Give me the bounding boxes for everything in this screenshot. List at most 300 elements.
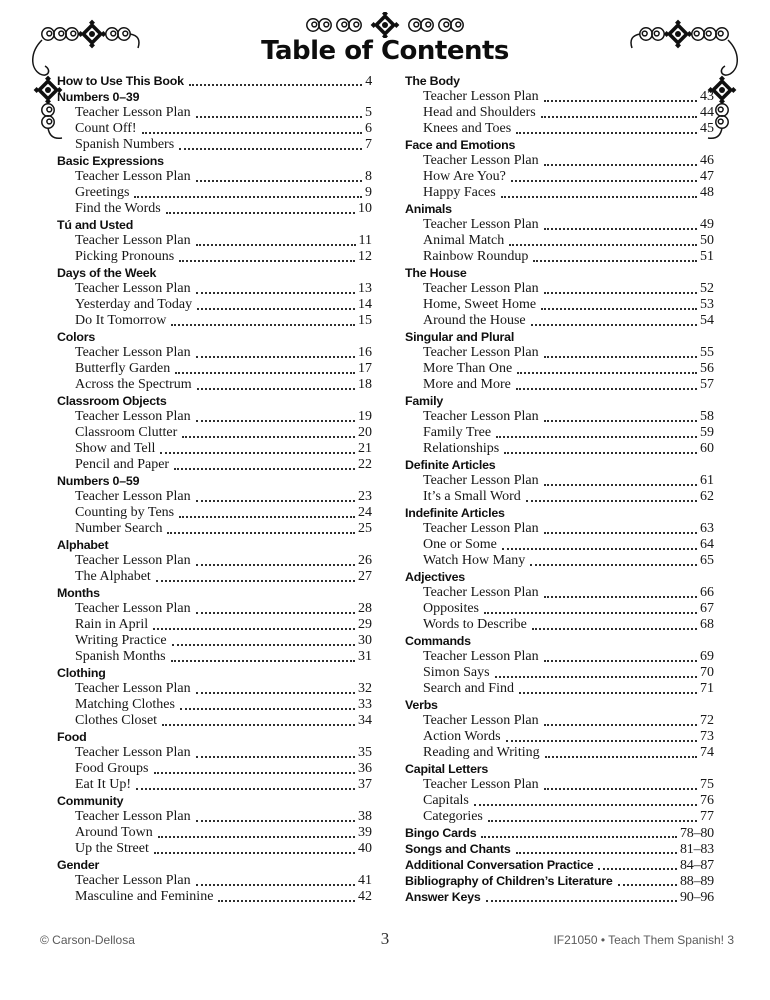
toc-entry-label: Basic Expressions (57, 154, 164, 168)
toc-item-row (57, 233, 372, 249)
toc-entry-label: Capitals (423, 793, 469, 808)
toc-page-number: 9 (365, 185, 372, 200)
toc-entry-label: Matching Clothes (75, 697, 175, 712)
toc-page-number: 71 (700, 681, 714, 696)
dot-leader (158, 836, 355, 838)
toc-entry-label: Teacher Lesson Plan (75, 409, 191, 424)
toc-page-number: 78–80 (679, 826, 714, 841)
toc-entry-label: Capital Letters (405, 762, 489, 776)
dot-leader (598, 868, 677, 870)
page-number: 3 (380, 929, 390, 948)
toc-entry-label: How to Use This Book (57, 74, 184, 88)
toc-entry-label: Animal Match (423, 233, 505, 248)
toc-entry-label: Teacher Lesson Plan (75, 105, 191, 120)
toc-page-number: 24 (358, 505, 372, 520)
dot-leader (196, 692, 355, 694)
toc-entry-label: Family Tree (423, 425, 492, 440)
toc-section-row (405, 825, 714, 841)
dot-leader (154, 852, 355, 854)
dot-leader (179, 516, 355, 518)
toc-page-number: 53 (700, 297, 714, 312)
toc-item-row (57, 457, 372, 473)
toc-entry-label: Teacher Lesson Plan (423, 217, 539, 232)
dot-leader (484, 612, 697, 614)
dot-leader (506, 740, 697, 742)
toc-entry-label: Teacher Lesson Plan (423, 281, 539, 296)
dot-leader (526, 500, 697, 502)
toc-item-row (405, 185, 714, 201)
toc-entry-label: Knees and Toes (423, 121, 512, 136)
toc-page-number: 58 (700, 409, 714, 424)
toc-entry-label: Alphabet (57, 538, 109, 552)
toc-page-number: 72 (700, 713, 714, 728)
dot-leader (533, 260, 697, 262)
dot-leader (142, 132, 362, 134)
dot-leader (196, 116, 362, 118)
toc-entry-label: Pencil and Paper (75, 457, 170, 472)
toc-page-number: 64 (700, 537, 714, 552)
toc-item-row (405, 745, 714, 761)
dot-leader (544, 724, 697, 726)
toc-page-number: 23 (358, 489, 372, 504)
toc-page-number: 65 (700, 553, 714, 568)
toc-item-row (405, 441, 714, 457)
toc-page-number: 21 (358, 441, 372, 456)
toc-item-row (405, 681, 714, 697)
toc-item-row (57, 681, 372, 697)
toc-item-row (405, 729, 714, 745)
toc-page-number: 13 (358, 281, 372, 296)
toc-entry-label: Teacher Lesson Plan (423, 649, 539, 664)
toc-page-number: 16 (358, 345, 372, 360)
dot-leader (196, 356, 355, 358)
toc-section-row (57, 217, 372, 233)
toc-item-row (405, 473, 714, 489)
toc-entry-label: Animals (405, 202, 452, 216)
toc-item-row (57, 489, 372, 505)
toc-entry-label: Family (405, 394, 444, 408)
dot-leader (496, 436, 697, 438)
toc-page-number: 45 (700, 121, 714, 136)
toc-entry-label: Rain in April (75, 617, 149, 632)
toc-item-row (57, 521, 372, 537)
toc-item-row (57, 249, 372, 265)
toc-entry-label: Teacher Lesson Plan (75, 873, 191, 888)
toc-item-row (405, 105, 714, 121)
toc-entry-label: Teacher Lesson Plan (423, 153, 539, 168)
toc-page-number: 73 (700, 729, 714, 744)
toc-item-row (405, 553, 714, 569)
toc-page-number: 46 (700, 153, 714, 168)
dot-leader (504, 452, 697, 454)
toc-entry-label: Numbers 0–59 (57, 474, 140, 488)
toc-item-row (57, 361, 372, 377)
toc-entry-label: The Alphabet (75, 569, 151, 584)
toc-entry-label: Teacher Lesson Plan (75, 809, 191, 824)
toc-section-row (57, 793, 372, 809)
toc-entry-label: Teacher Lesson Plan (75, 745, 191, 760)
dot-leader (495, 676, 697, 678)
toc-section-row (405, 633, 714, 649)
dot-leader (509, 244, 697, 246)
toc-entry-label: Home, Sweet Home (423, 297, 537, 312)
toc-entry-label: Eat It Up! (75, 777, 131, 792)
toc-entry-label: Bibliography of Children’s Literature (405, 874, 613, 888)
toc-item-row (57, 377, 372, 393)
dot-leader (531, 324, 697, 326)
toc-page-number: 4 (365, 74, 372, 89)
toc-page-number: 39 (358, 825, 372, 840)
toc-section-row (405, 761, 714, 777)
toc-page-number: 27 (358, 569, 372, 584)
toc-entry-label: Teacher Lesson Plan (75, 345, 191, 360)
toc-page-number: 56 (700, 361, 714, 376)
toc-page-number: 63 (700, 521, 714, 536)
dot-leader (196, 420, 355, 422)
toc-entry-label: Picking Pronouns (75, 249, 175, 264)
toc-page-number: 81–83 (679, 842, 714, 857)
toc-item-row (405, 617, 714, 633)
toc-item-row (405, 521, 714, 537)
toc-item-row (405, 665, 714, 681)
toc-item-row (57, 345, 372, 361)
toc-page-number: 77 (700, 809, 714, 824)
toc-entry-label: Opposites (423, 601, 479, 616)
toc-page-number: 55 (700, 345, 714, 360)
toc-item-row (57, 281, 372, 297)
toc-item-row (57, 121, 372, 137)
dot-leader (516, 388, 697, 390)
toc-section-row (405, 857, 714, 873)
toc-column-left (57, 73, 372, 905)
toc-page-number: 29 (358, 617, 372, 632)
dot-leader (530, 564, 697, 566)
toc-section-row (405, 889, 714, 905)
toc-section-row (405, 569, 714, 585)
toc-page-number: 54 (700, 313, 714, 328)
toc-item-row (405, 121, 714, 137)
toc-entry-label: Yesterday and Today (75, 297, 193, 312)
toc-entry-label: Teacher Lesson Plan (75, 169, 191, 184)
toc-item-row (57, 633, 372, 649)
toc-entry-label: Teacher Lesson Plan (423, 585, 539, 600)
dot-leader (179, 260, 355, 262)
dot-leader (180, 708, 355, 710)
dot-leader (544, 532, 697, 534)
dot-leader (196, 820, 355, 822)
toc-entry-label: Greetings (75, 185, 130, 200)
toc-page-number: 6 (365, 121, 372, 136)
toc-item-row (405, 809, 714, 825)
dot-leader (171, 660, 355, 662)
toc-section-row (57, 153, 372, 169)
toc-page-number: 75 (700, 777, 714, 792)
toc-entry-label: Simon Says (423, 665, 490, 680)
dot-leader (544, 164, 697, 166)
toc-page-number: 33 (358, 697, 372, 712)
toc-entry-label: Food (57, 730, 87, 744)
dot-leader (154, 772, 355, 774)
toc-page-number: 62 (700, 489, 714, 504)
dot-leader (166, 212, 355, 214)
toc-page-number: 60 (700, 441, 714, 456)
toc-page-number: 26 (358, 553, 372, 568)
toc-section-row (405, 505, 714, 521)
toc-entry-label: Community (57, 794, 124, 808)
toc-entry-label: Definite Articles (405, 458, 496, 472)
toc-page-number: 32 (358, 681, 372, 696)
toc-page-number: 35 (358, 745, 372, 760)
toc-section-row (405, 393, 714, 409)
toc-entry-label: Butterfly Garden (75, 361, 171, 376)
toc-item-row (405, 361, 714, 377)
toc-entry-label: Find the Words (75, 201, 161, 216)
toc-page-number: 47 (700, 169, 714, 184)
toc-entry-label: Teacher Lesson Plan (423, 345, 539, 360)
table-of-contents (57, 73, 714, 905)
toc-section-row (57, 665, 372, 681)
toc-entry-label: Teacher Lesson Plan (423, 521, 539, 536)
toc-entry-label: Teacher Lesson Plan (423, 89, 539, 104)
toc-entry-label: Reading and Writing (423, 745, 540, 760)
toc-entry-label: Show and Tell (75, 441, 156, 456)
toc-entry-label: Teacher Lesson Plan (75, 681, 191, 696)
toc-entry-label: Months (57, 586, 100, 600)
toc-item-row (57, 425, 372, 441)
toc-section-row (405, 329, 714, 345)
toc-entry-label: The House (405, 266, 467, 280)
toc-item-row (405, 601, 714, 617)
toc-item-row (405, 425, 714, 441)
toc-entry-label: More and More (423, 377, 511, 392)
toc-page-number: 70 (700, 665, 714, 680)
dot-leader (162, 724, 355, 726)
toc-entry-label: Counting by Tens (75, 505, 175, 520)
dot-leader (516, 852, 677, 854)
toc-page-number: 69 (700, 649, 714, 664)
toc-entry-label: Food Groups (75, 761, 149, 776)
toc-page-number: 41 (358, 873, 372, 888)
scroll-divider-icon (299, 12, 471, 38)
toc-page-number: 20 (358, 425, 372, 440)
toc-page-number: 14 (358, 297, 372, 312)
toc-entry-label: Up the Street (75, 841, 149, 856)
toc-item-row (57, 873, 372, 889)
toc-page-number: 52 (700, 281, 714, 296)
toc-item-row (57, 761, 372, 777)
dot-leader (153, 628, 355, 630)
toc-section-row (405, 873, 714, 889)
toc-entry-label: How Are You? (423, 169, 506, 184)
toc-section-row (57, 537, 372, 553)
dot-leader (541, 116, 697, 118)
toc-entry-label: Numbers 0–39 (57, 90, 140, 104)
toc-section-row (57, 473, 372, 489)
toc-section-row (405, 841, 714, 857)
dot-leader (196, 500, 355, 502)
toc-page-number: 15 (358, 313, 372, 328)
dot-leader (544, 228, 697, 230)
toc-page-number: 42 (358, 889, 372, 904)
toc-item-row (57, 697, 372, 713)
toc-item-row (57, 649, 372, 665)
toc-column-right (405, 73, 714, 905)
dot-leader (196, 292, 355, 294)
toc-entry-label: Watch How Many (423, 553, 526, 568)
toc-section-row (57, 393, 372, 409)
toc-item-row (57, 889, 372, 905)
toc-item-row (405, 489, 714, 505)
toc-item-row (57, 169, 372, 185)
toc-entry-label: Teacher Lesson Plan (75, 601, 191, 616)
toc-section-row (405, 265, 714, 281)
toc-item-row (57, 105, 372, 121)
toc-entry-label: More Than One (423, 361, 513, 376)
dot-leader (544, 356, 697, 358)
toc-item-row (405, 409, 714, 425)
toc-item-row (57, 713, 372, 729)
toc-item-row (57, 297, 372, 313)
toc-entry-label: Teacher Lesson Plan (423, 713, 539, 728)
toc-entry-label: Across the Spectrum (75, 377, 192, 392)
toc-item-row (57, 617, 372, 633)
toc-item-row (405, 313, 714, 329)
toc-item-row (405, 377, 714, 393)
toc-entry-label: Clothes Closet (75, 713, 158, 728)
toc-item-row (57, 825, 372, 841)
dot-leader (167, 532, 355, 534)
dot-leader (172, 644, 355, 646)
toc-item-row (57, 601, 372, 617)
toc-page-number: 31 (358, 649, 372, 664)
dot-leader (218, 900, 355, 902)
dot-leader (544, 100, 697, 102)
toc-item-row (57, 409, 372, 425)
masthead (0, 12, 770, 64)
toc-section-row (57, 89, 372, 105)
dot-leader (134, 196, 362, 198)
toc-entry-label: Teacher Lesson Plan (75, 553, 191, 568)
toc-item-row (405, 281, 714, 297)
toc-entry-label: Classroom Objects (57, 394, 167, 408)
dot-leader (182, 436, 355, 438)
dot-leader (175, 372, 355, 374)
toc-page-number: 22 (358, 457, 372, 472)
toc-page-number: 18 (358, 377, 372, 392)
toc-section-row (57, 329, 372, 345)
dot-leader (544, 596, 697, 598)
toc-item-row (405, 537, 714, 553)
toc-page-number: 36 (358, 761, 372, 776)
toc-item-row (405, 793, 714, 809)
toc-page-number: 51 (700, 249, 714, 264)
toc-page-number: 50 (700, 233, 714, 248)
toc-page-number: 66 (700, 585, 714, 600)
toc-section-row (57, 265, 372, 281)
toc-entry-label: Indefinite Articles (405, 506, 505, 520)
toc-entry-label: Tú and Usted (57, 218, 134, 232)
toc-entry-label: Teacher Lesson Plan (423, 473, 539, 488)
dot-leader (136, 788, 355, 790)
toc-page-number: 40 (358, 841, 372, 856)
toc-section-row (405, 457, 714, 473)
toc-entry-label: Adjectives (405, 570, 465, 584)
toc-entry-label: Colors (57, 330, 96, 344)
dot-leader (545, 756, 697, 758)
toc-section-row (57, 857, 372, 873)
dot-leader (486, 900, 677, 902)
toc-entry-label: Teacher Lesson Plan (75, 489, 191, 504)
toc-entry-label: Gender (57, 858, 100, 872)
toc-item-row (57, 553, 372, 569)
toc-item-row (57, 441, 372, 457)
toc-entry-label: Spanish Months (75, 649, 166, 664)
toc-item-row (405, 585, 714, 601)
toc-entry-label: Happy Faces (423, 185, 496, 200)
toc-section-row (57, 73, 372, 89)
toc-entry-label: Commands (405, 634, 471, 648)
copyright-notice: © Carson-Dellosa (40, 933, 135, 947)
dot-leader (544, 484, 697, 486)
product-id: IF21050 • Teach Them Spanish! 3 (553, 933, 734, 947)
toc-entry-label: Action Words (423, 729, 501, 744)
dot-leader (544, 292, 697, 294)
toc-item-row (57, 745, 372, 761)
toc-item-row (57, 841, 372, 857)
toc-item-row (57, 185, 372, 201)
toc-item-row (405, 777, 714, 793)
toc-section-row (57, 729, 372, 745)
dot-leader (474, 804, 697, 806)
dot-leader (532, 628, 697, 630)
dot-leader (502, 548, 697, 550)
dot-leader (519, 692, 697, 694)
toc-page-number: 68 (700, 617, 714, 632)
toc-page-number: 74 (700, 745, 714, 760)
toc-page-number: 61 (700, 473, 714, 488)
toc-page-number: 37 (358, 777, 372, 792)
toc-entry-label: Categories (423, 809, 483, 824)
toc-item-row (405, 649, 714, 665)
toc-page-number: 48 (700, 185, 714, 200)
toc-entry-label: Verbs (405, 698, 438, 712)
toc-entry-label: Face and Emotions (405, 138, 516, 152)
toc-entry-label: Masculine and Feminine (75, 889, 214, 904)
toc-item-row (405, 89, 714, 105)
toc-page-number: 88–89 (679, 874, 714, 889)
toc-page-number: 57 (700, 377, 714, 392)
dot-leader (174, 468, 355, 470)
toc-entry-label: Words to Describe (423, 617, 527, 632)
dot-leader (196, 180, 362, 182)
page-title: Table of Contents (261, 36, 509, 66)
toc-item-row (405, 217, 714, 233)
toc-page-number: 8 (365, 169, 372, 184)
toc-item-row (405, 345, 714, 361)
toc-item-row (57, 137, 372, 153)
toc-page-number: 5 (365, 105, 372, 120)
dot-leader (171, 324, 355, 326)
dot-leader (197, 388, 355, 390)
toc-page-number: 12 (358, 249, 372, 264)
toc-item-row (57, 313, 372, 329)
dot-leader (481, 836, 677, 838)
toc-entry-label: Songs and Chants (405, 842, 511, 856)
toc-page-number: 59 (700, 425, 714, 440)
toc-entry-label: Relationships (423, 441, 500, 456)
toc-entry-label: It’s a Small Word (423, 489, 521, 504)
toc-item-row (57, 777, 372, 793)
